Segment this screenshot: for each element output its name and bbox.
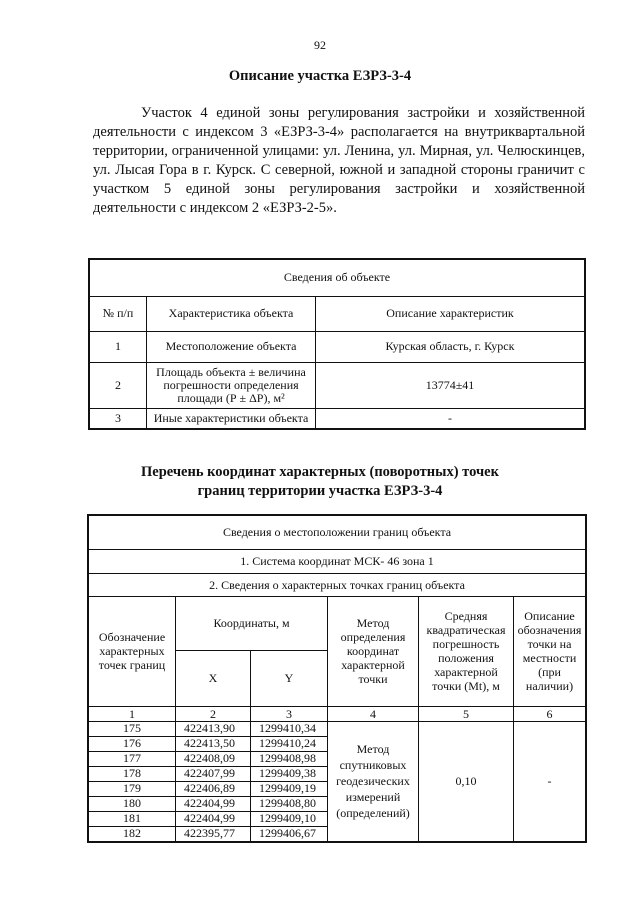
point-x: 422404,99 — [176, 796, 251, 811]
point-id: 179 — [88, 781, 176, 796]
point-id: 182 — [88, 826, 176, 842]
object-table-caption: Сведения об объекте — [89, 259, 585, 296]
point-y: 1299410,24 — [251, 736, 328, 751]
column-number: 2 — [176, 706, 251, 721]
section-paragraph: Участок 4 единой зоны регулирования застройки и хозяйственной деятельности с индексом 3 «ЕЗРЗ-3-4» располагается на внутриквартальной территории, ограниченной улицами: ул. Ленина, ул. Мирная, ул. Челюскинцев, ул. Лысая Гора в г. Курск. С северной, южной и западной стороны граничит с участком 5 единой зоны регулирования застройки и хозяйственной деятельности с индексом 2 «ЕЗРЗ-2-5». — [93, 105, 585, 216]
object-row-characteristic: Местоположение объекта — [147, 331, 316, 362]
points-caption: 2. Сведения о характерных точках границ объекта — [88, 573, 586, 596]
point-x: 422413,50 — [176, 736, 251, 751]
object-row-num: 2 — [89, 362, 147, 408]
object-row-description: Курская область, г. Курск — [316, 331, 586, 362]
point-y: 1299408,80 — [251, 796, 328, 811]
object-table-header-description: Описание характеристик — [316, 296, 586, 331]
point-x: 422406,89 — [176, 781, 251, 796]
point-x: 422408,09 — [176, 751, 251, 766]
coordinates-title — [0, 463, 640, 501]
object-row-characteristic: Иные характеристики объекта — [147, 408, 316, 429]
table-row — [89, 362, 585, 408]
table-row — [88, 721, 586, 736]
header-designation: Обозначение характерных точек границ — [88, 596, 176, 706]
table-row — [89, 331, 585, 362]
description-value: - — [514, 721, 587, 842]
object-row-num: 1 — [89, 331, 147, 362]
point-id: 180 — [88, 796, 176, 811]
point-x: 422404,99 — [176, 811, 251, 826]
column-number: 5 — [419, 706, 514, 721]
point-y: 1299409,19 — [251, 781, 328, 796]
point-y: 1299406,67 — [251, 826, 328, 842]
object-table-header-num: № п/п — [89, 296, 147, 331]
point-x: 422413,90 — [176, 721, 251, 736]
point-y: 1299410,34 — [251, 721, 328, 736]
object-table-header-characteristic: Характеристика объекта — [147, 296, 316, 331]
coordinates-table — [87, 514, 587, 843]
coordinates-title-line1: Перечень координат характерных (поворотных) точек — [141, 464, 499, 480]
point-id: 181 — [88, 811, 176, 826]
point-y: 1299409,10 — [251, 811, 328, 826]
page-number: 92 — [314, 38, 326, 52]
header-y: Y — [251, 650, 328, 706]
object-row-characteristic: Площадь объекта ± величина погрешности определения площади (Р ± ΔР), м² — [147, 362, 316, 408]
point-id: 176 — [88, 736, 176, 751]
accuracy-value: 0,10 — [419, 721, 514, 842]
column-number: 1 — [88, 706, 176, 721]
point-id: 177 — [88, 751, 176, 766]
section-title: Описание участка ЕЗРЗ-3-4 — [228, 68, 412, 84]
coord-system: 1. Система координат МСК- 46 зона 1 — [88, 549, 586, 573]
column-number: 3 — [251, 706, 328, 721]
header-description: Описание обозначения точки на местности (при наличии) — [514, 596, 587, 706]
coord-table-caption: Сведения о местоположении границ объекта — [88, 515, 586, 549]
header-coordinates: Координаты, м — [176, 596, 328, 650]
point-id: 178 — [88, 766, 176, 781]
point-x: 422395,77 — [176, 826, 251, 842]
header-accuracy: Средняя квадратическая погрешность положения характерной точки (Mt), м — [419, 596, 514, 706]
point-id: 175 — [88, 721, 176, 736]
method-value: Метод спутниковых геодезических измерений (определений) — [328, 721, 419, 842]
object-row-description: 13774±41 — [316, 362, 586, 408]
column-number: 4 — [328, 706, 419, 721]
point-x: 422407,99 — [176, 766, 251, 781]
table-row — [89, 408, 585, 429]
point-y: 1299408,98 — [251, 751, 328, 766]
object-row-num: 3 — [89, 408, 147, 429]
header-method: Метод определения координат характерной точки — [328, 596, 419, 706]
column-number: 6 — [514, 706, 587, 721]
object-row-description: - — [316, 408, 586, 429]
coordinates-title-line2: границ территории участка ЕЗРЗ-3-4 — [197, 483, 443, 499]
header-x: X — [176, 650, 251, 706]
point-y: 1299409,38 — [251, 766, 328, 781]
object-info-table — [88, 258, 586, 430]
